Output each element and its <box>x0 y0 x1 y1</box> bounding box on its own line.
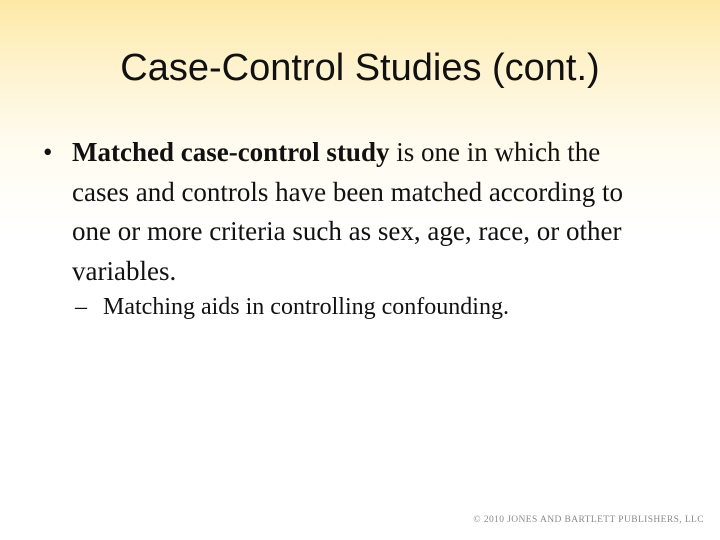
sub-bullet-item <box>75 290 655 324</box>
slide-title: Case-Control Studies (cont.) <box>120 47 600 89</box>
sub-bullet-marker: – <box>75 294 87 320</box>
copyright-notice: © 2010 JONES AND BARTLETT PUBLISHERS, LLC <box>473 515 704 525</box>
bullet-term: Matched case-control study <box>72 137 390 167</box>
bullet-marker: • <box>43 137 53 167</box>
sub-bullet-text: Matching aids in controlling confounding. <box>103 294 509 320</box>
bullet-body: is one in which the cases and controls have been matched according to one or more criteria such as sex, age, race, or other variables. <box>72 137 624 286</box>
bullet-item <box>43 133 663 291</box>
bullet-text <box>72 133 663 291</box>
